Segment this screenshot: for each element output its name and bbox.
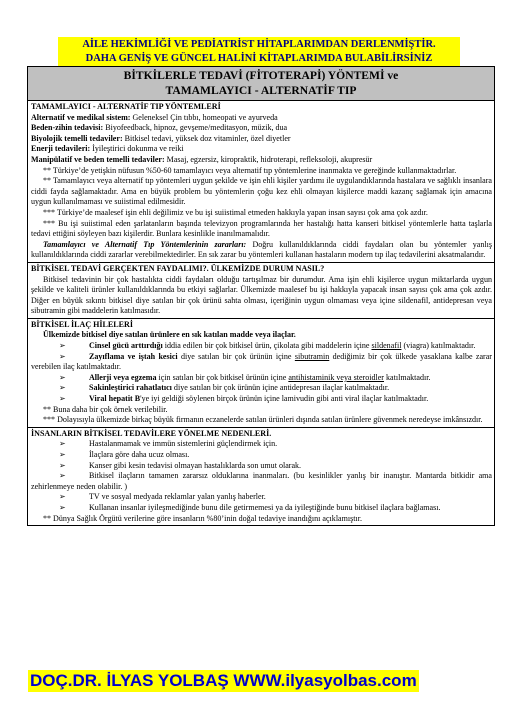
item-text: Geleneksel Çin tıbbı, homeopati ve ayurveda	[130, 112, 278, 122]
section-title: BİTKİSEL İLAÇ HİLELERİ	[31, 319, 133, 329]
banner-line-1: AİLE HEKİMLİĞİ VE PEDİATRİST HİTAPLARIMDAN DERLENMİŞTİR.	[82, 39, 436, 50]
header-line-1: BİTKİLERLE TEDAVİ (FİTOTERAPİ) YÖNTEMİ ve	[123, 69, 399, 82]
item-text: İyileştirici dokunma ve reiki	[90, 144, 184, 154]
bullet-item	[31, 394, 492, 405]
section-reasons	[28, 428, 494, 525]
bullet-item	[31, 492, 492, 503]
paragraph: ** Tamamlayıcı veya alternatif tıp yöntemleri uygun şekilde ve işin ehli kişiler yardımı ile uygulandıklarında hastalara ve sağlıklı insanlara ciddi fayda sağlamaktadır. Ama en büyük problem bu yöntemlerin çoğu kez ehli olmayan kişilerce maddi kazanç sağlamak için amacına uygun kullanılmaması ve suiistimal edilmesidir.	[31, 176, 492, 207]
bullet-text: (viagra) katılmaktadır.	[401, 341, 476, 351]
item-text: Masaj, egzersiz, kiropraktik, hidroterapi, refleksoloji, akupresür	[164, 154, 373, 164]
item-text: Bitkisel tedavi, yüksek doz vitaminler, özel diyetler	[122, 133, 291, 143]
bullet-text: Bitkisel ilaçların tamamen zararsız olduklarına inanmaları. (bu kesinlikler yanlış bir inanıştır. Mantarda bitkidir ama zehirlenmeye neden olabilir. )	[31, 471, 492, 491]
document-table	[27, 66, 495, 526]
bullet-text: Hastalanmamak ve immün sistemlerini güçlendirmek için.	[89, 439, 278, 449]
item-label: Alternatif ve medikal sistem:	[31, 112, 131, 122]
arrow-bullet-icon: ➢	[59, 383, 66, 393]
bullet-text: 'ye iyi geldiği söylenen birçok ürünün içine lamivudin gibi anti viral ilaçlar katılmaktadır.	[140, 394, 429, 404]
paragraph: ** Dünya Sağlık Örgütü verilerine göre insanların %80’inin doğal tedaviye inandığını açıklamıştır.	[43, 513, 362, 523]
arrow-bullet-icon: ➢	[59, 351, 66, 361]
item-label: Biyolojik temelli tedaviler:	[31, 133, 123, 143]
bullet-label: Sakinleştirici rahatlatıcı	[89, 383, 172, 393]
bullet-item	[31, 383, 492, 394]
bullet-text: katılmaktadır.	[384, 372, 431, 382]
bullet-item	[31, 450, 492, 461]
bullet-text: diye satılan bir çok ürünün içine	[177, 351, 295, 361]
paragraph	[31, 240, 492, 261]
paragraph: Bitkisel tedavinin bir çok hastalıkta ciddi faydaları olduğu tartışılmaz bir durumdur. Ama işin ehli kişilerce uygun miktarlarda uygun şekilde ve kaliteli ürünler kullanıldıklarında bu etkiyi sağlarlar. Ülkemizde maalesef bu işi hakkıyla yapacak insan sayısı çok ama çok azdır. Diğer en büyük sıkıntı bitkisel diye satılan bir çok ürünü sahta olması, içeriğinin uygun olmaması veya içine sildenafil, antidepresan veya sibutramin gibi maddelerin katılmasıdır.	[31, 274, 492, 316]
item-label: Beden-zihin tedavisi:	[31, 123, 104, 133]
bullet-item	[31, 352, 492, 373]
bullet-underlined: sibutramin	[294, 351, 330, 361]
banner-line-2: DAHA GENİŞ VE GÜNCEL HALİNİ KİTAPLARIMDA BULABİLİRSİNİZ	[85, 53, 433, 64]
section-herbal-treatment	[28, 263, 494, 319]
bullet-text: iddia edilen bir çok bitkisel ürün, çikolata gibi maddelerin içine	[162, 341, 372, 351]
arrow-bullet-icon: ➢	[59, 502, 66, 512]
arrow-bullet-icon: ➢	[59, 394, 66, 404]
bullet-text: TV ve sosyal medyada reklamlar yalan yanlış haberler.	[89, 492, 266, 502]
arrow-bullet-icon: ➢	[59, 492, 66, 502]
arrow-bullet-icon: ➢	[59, 372, 66, 382]
section-herbal-drug-tricks	[28, 319, 494, 428]
arrow-bullet-icon: ➢	[59, 439, 66, 449]
paragraph: *** Dolayısıyla ülkemizde birkaç büyük firmanın eczanelerde satılan ürünleri dışında satılan ürünlere güvenmek neredeyse imkânsızdır.	[43, 415, 483, 425]
bullet-item	[31, 503, 492, 514]
bullet-text: Kanser gibi kesin tedavisi olmayan hastalıklarda son umut olarak.	[89, 460, 302, 470]
header-line-2: TAMAMLAYICI - ALTERNATİF TIP	[165, 84, 357, 97]
paragraph: *** Türkiye’de maalesef işin ehli değilimiz ve bu işi suiistimal etmeden hakkıyla yapan insan sayısı çok ama çok azdır.	[43, 207, 428, 217]
arrow-bullet-icon: ➢	[59, 471, 66, 481]
bullet-underlined: sildenafil	[371, 341, 402, 351]
arrow-bullet-icon: ➢	[59, 341, 66, 351]
paragraph-text: Doğru kullanıldıklarında ciddi faydaları olan bu yöntemler yanlış kullanıldıklarında ciddi zararlar verebilmektedirler. En sık zarar bu yöntemleri kullanan hastaların modern tıp ilaç tedavilerini aksatmalarıdır.	[31, 239, 493, 260]
item-label: Manipülatif ve beden temelli tedaviler:	[31, 154, 165, 164]
bullet-text: Kullanan insanlar iyileşmediğinde bunu dile getirmemesi ya da iyileştiğinde bunu bitkisel ilaçlara bağlaması.	[89, 502, 441, 512]
section-title: TAMAMLAYICI - ALTERNATİF TIP YÖNTEMLERİ	[31, 102, 221, 111]
paragraph: *** Bu işi suiistimal eden şarlatanların başında televizyon programlarında her hastalığı hatta kanseri bitkisel yöntemlerle hatta taşlarla tedavi ettiğini söyleyen bazı kişilerdir. Bunlara kesinlikle inanılmamalıdır.	[31, 218, 492, 239]
list-item	[31, 123, 492, 134]
bullet-text: İlaçlara göre daha ucuz olması.	[89, 450, 190, 459]
bullet-label: Viral hepatit B	[89, 394, 141, 404]
section-alternative-medicine	[28, 101, 494, 263]
list-item	[31, 134, 492, 145]
bullet-item	[31, 341, 492, 352]
paragraph: ** Buna daha bir çok örnek verilebilir.	[43, 404, 168, 414]
banner	[58, 37, 460, 67]
item-text: Biyofeedback, hipnoz, gevşeme/meditasyon, müzik, dua	[103, 123, 288, 133]
bullet-text: için satılan bir çok bitkisel ürünün içine	[156, 372, 289, 382]
bullet-item	[31, 471, 492, 492]
bullet-text: dediğimiz bir çok ülkede yasaklana kalbe zarar verebilen ilaç katılmaktadır.	[31, 351, 492, 372]
section-title: İNSANLARIN BİTKİSEL TEDAVİLERE YÖNELME NEDENLERİ.	[31, 428, 272, 438]
bullet-underlined: antihistaminik veya steroidler	[288, 372, 384, 382]
arrow-bullet-icon: ➢	[59, 450, 66, 459]
paragraph-label: Tamamlayıcı ve Alternatif Tıp Yöntemlerinin zararları:	[43, 239, 247, 249]
bullet-item	[31, 439, 492, 450]
bullet-item	[31, 373, 492, 384]
item-label: Enerji tedavileri:	[31, 144, 91, 154]
list-item	[31, 144, 492, 155]
paragraph: ** Türkiye’de yetişkin nüfusun %50-60 tamamlayıcı veya alternatif tıp yöntemlerine inanmakta ve gereğinde kullanmaktadırlar.	[43, 165, 457, 175]
section-subtitle: Ülkemizde bitkisel diye satılan ürünlere en sık katılan madde veya ilaçlar.	[43, 330, 296, 340]
arrow-bullet-icon: ➢	[59, 460, 66, 470]
bullet-item	[31, 461, 492, 472]
document-header	[28, 67, 494, 101]
bullet-text: diye satılan bir çok ürünün içine antidepresan ilaçlar katılmaktadır.	[171, 383, 390, 393]
list-item	[31, 155, 492, 166]
section-title: BİTKİSEL TEDAVİ GERÇEKTEN FAYDALIMI?. ÜLKEMİZDE DURUM NASIL?	[31, 263, 325, 273]
bullet-label: Allerji veya egzema	[89, 372, 157, 382]
bullet-label: Cinsel gücü arttırdığı	[89, 341, 163, 351]
bullet-label: Zayıflama ve iştah kesici	[89, 351, 178, 361]
author-footer: DOÇ.DR. İLYAS YOLBAŞ WWW.ilyasyolbas.com	[30, 671, 417, 690]
list-item	[31, 113, 492, 124]
